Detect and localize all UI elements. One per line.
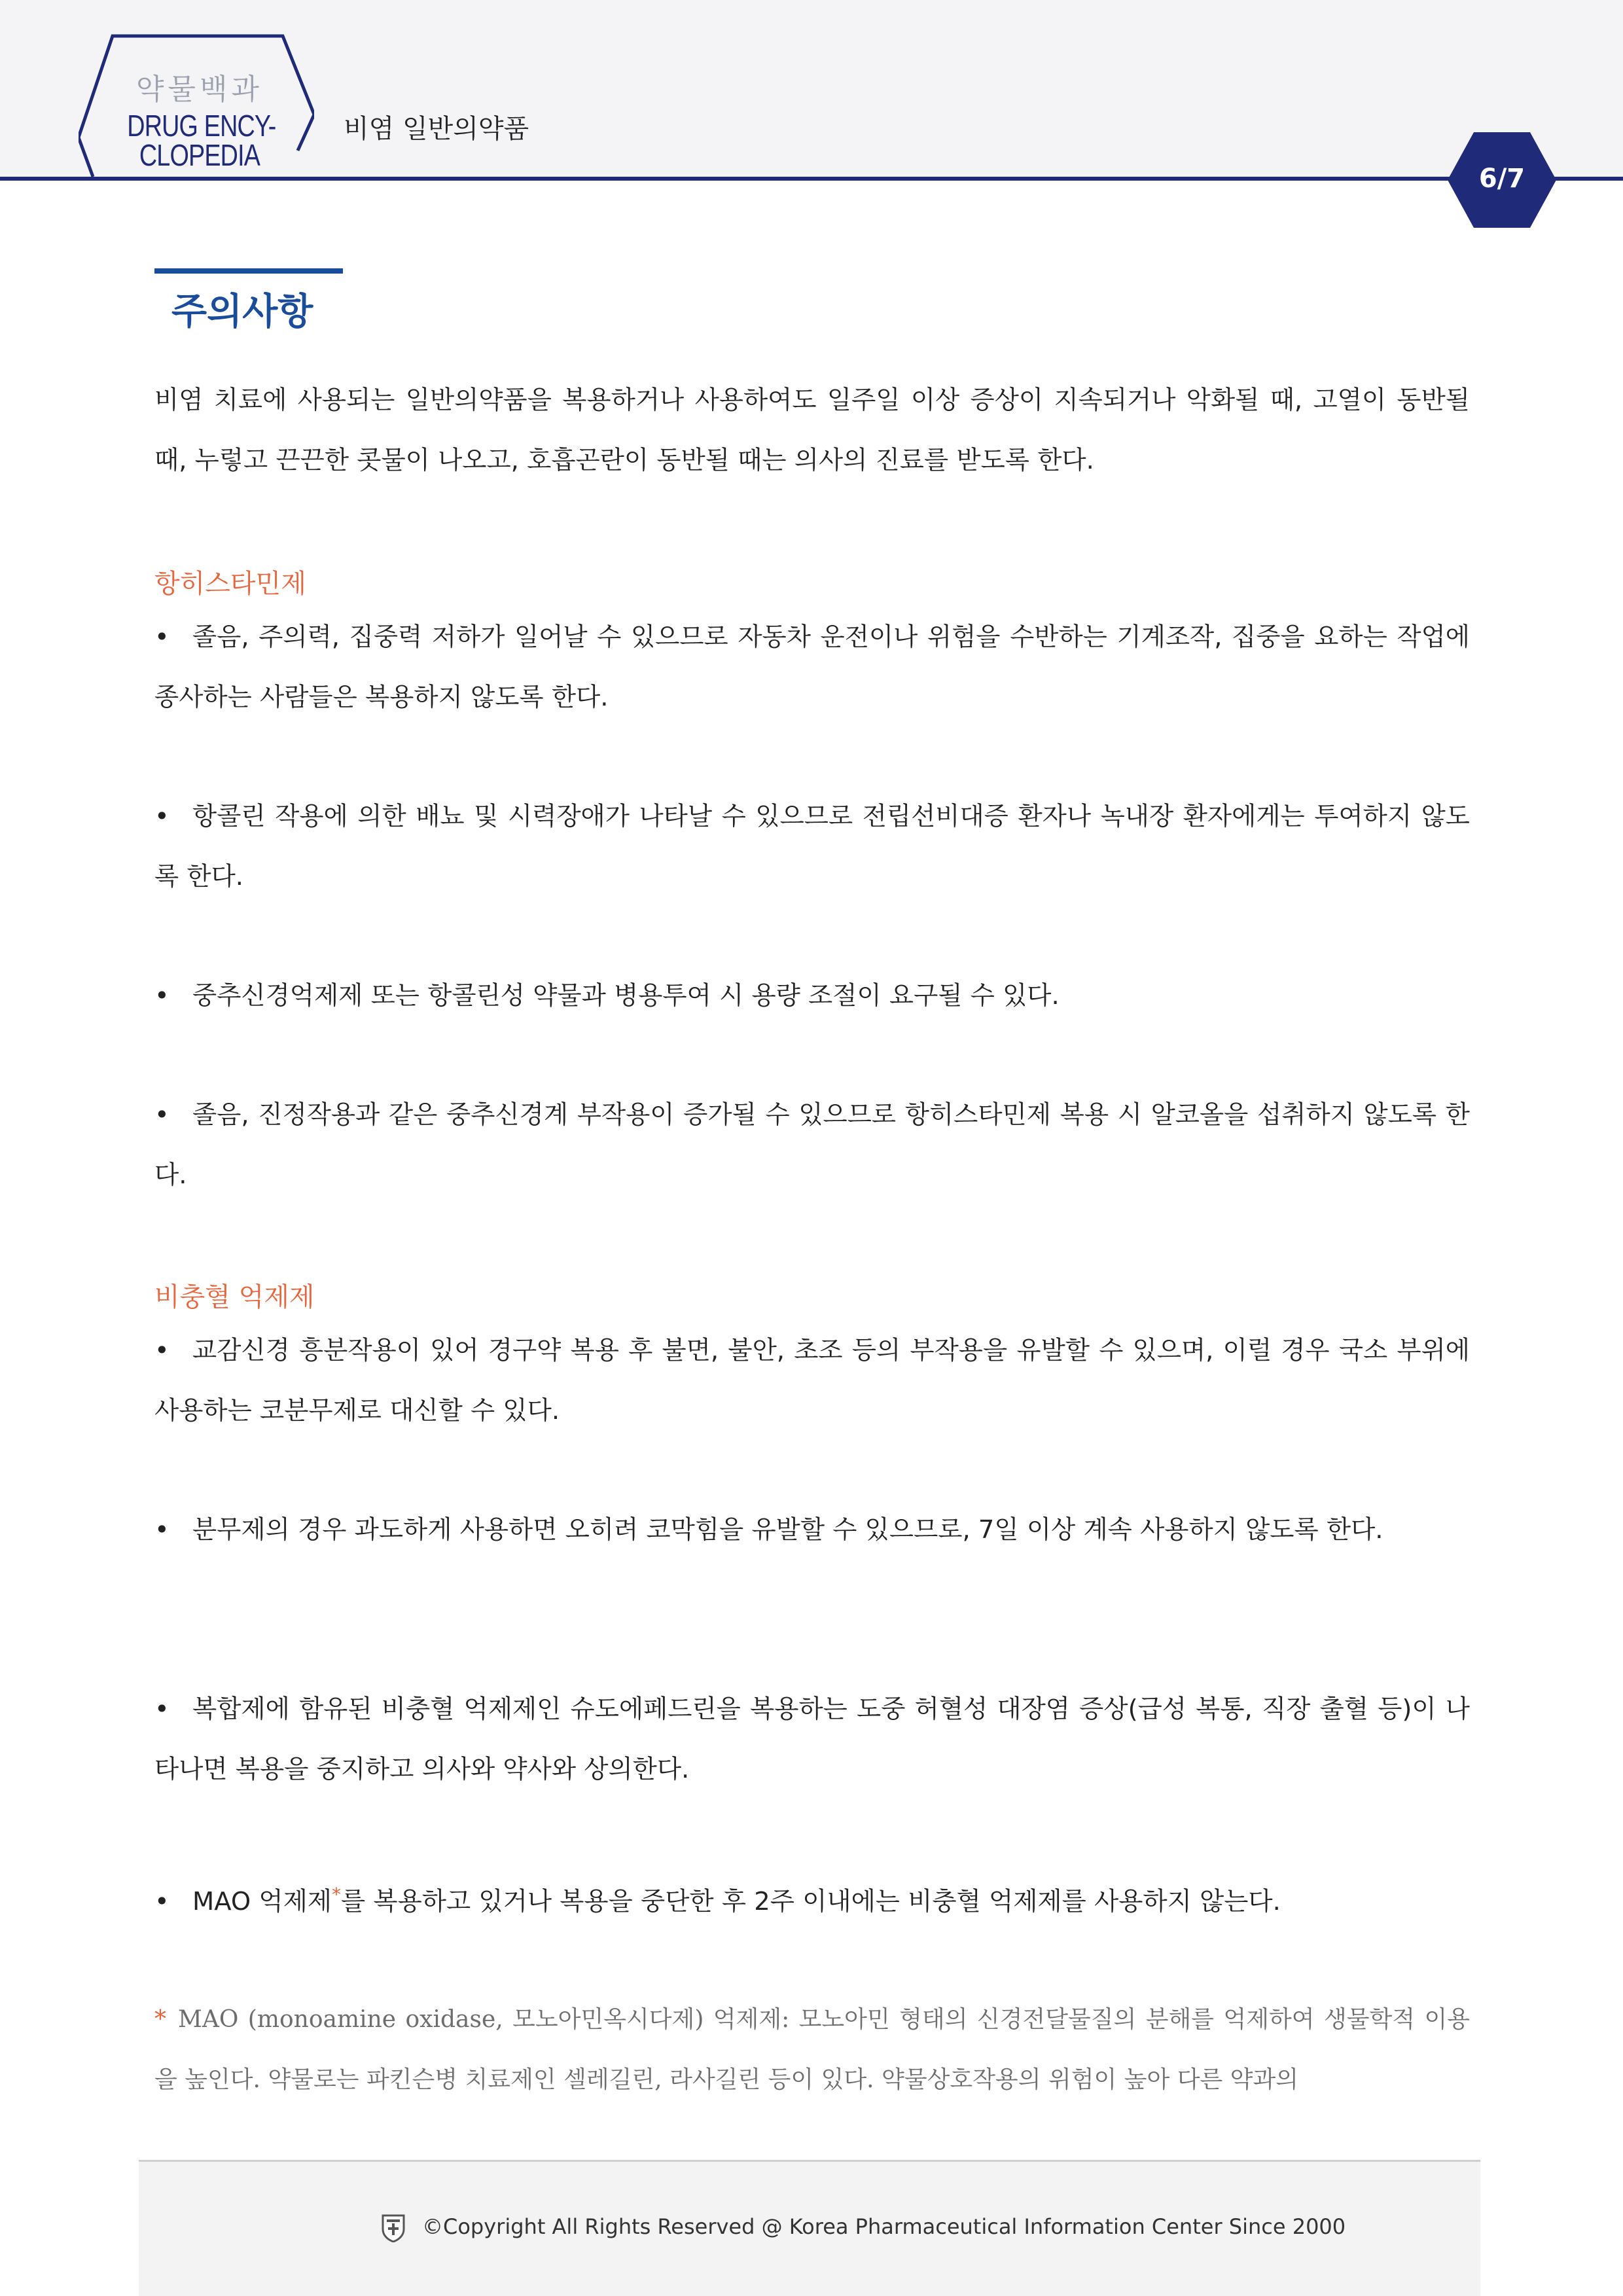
copyright-text: ©Copyright All Rights Reserved @ Korea Pharmaceutical Information Center Since 2000: [422, 2214, 1346, 2239]
decongestant-item-3: [154, 1679, 1470, 1800]
shield-logo-icon: [381, 2214, 406, 2242]
bullet: •: [154, 1515, 169, 1545]
footnote-mark: *: [154, 2006, 166, 2033]
decongestant-item-1: [154, 1321, 1470, 1441]
mao-text-after: 를 복용하고 있거나 복용을 중단한 후 2주 이내에는 비충혈 억제제를 사용하지 않는다.: [341, 1887, 1281, 1916]
antihistamine-item-4: [154, 1085, 1470, 1206]
bullet: •: [154, 981, 169, 1011]
bullet: •: [154, 622, 169, 652]
item-text: 복합제에 함유된 비충혈 억제제인 슈도에페드린을 복용하는 도중 허혈성 대장염 증상(급성 복통, 직장 출혈 등)이 나타나면 복용을 중지하고 의사와 약사와 상의한다.: [154, 1695, 1470, 1784]
bullet: •: [154, 1100, 169, 1130]
footnote: [154, 1990, 1470, 2110]
footnote-marker: *: [332, 1884, 341, 1906]
section-title: 주의사항: [171, 291, 313, 333]
logo-english-line2: CLOPEDIA: [139, 138, 260, 172]
decongestant-item-2: [154, 1500, 1470, 1560]
intro-paragraph: 비염 치료에 사용되는 일반의약품을 복용하거나 사용하여도 일주일 이상 증상이 지속되거나 악화될 때, 고열이 동반될 때, 누렇고 끈끈한 콧물이 나오고, 호흡곤란이 동반될 때는 의사의 진료를 받도록 한다.: [154, 386, 1470, 475]
antihistamine-item-2: [154, 787, 1470, 907]
section-title-bar: [154, 268, 343, 274]
logo-korean-text: 약물백과: [135, 73, 263, 106]
page-indicator: 6/7: [1478, 164, 1525, 194]
item-text: 항콜린 작용에 의한 배뇨 및 시력장애가 나타날 수 있으므로 전립선비대증 환자나 녹내장 환자에게는 투여하지 않도록 한다.: [154, 802, 1470, 891]
logo-english-line1: DRUG ENCY-: [127, 109, 276, 143]
antihistamine-item-1: [154, 607, 1470, 728]
antihistamine-item-3: [154, 966, 1470, 1026]
item-text: 졸음, 진정작용과 같은 중추신경계 부작용이 증가될 수 있으므로 항히스타민제 복용 시 알코올을 섭취하지 않도록 한다.: [154, 1100, 1470, 1190]
document-title: 비염 일반의약품: [344, 114, 529, 144]
item-text: 중추신경억제제 또는 항콜린성 약물과 병용투여 시 용량 조절이 요구될 수 있다.: [192, 981, 1060, 1011]
bullet: •: [154, 1336, 169, 1365]
bullet: •: [154, 1695, 169, 1724]
bullet: •: [154, 1887, 169, 1916]
item-text: 졸음, 주의력, 집중력 저하가 일어날 수 있으므로 자동차 운전이나 위험을 수반하는 기계조작, 집중을 요하는 작업에 종사하는 사람들은 복용하지 않도록 한다.: [154, 622, 1470, 712]
bullet: •: [154, 802, 169, 831]
decongestant-item-mao: [154, 1872, 1470, 1932]
mao-text-before: MAO 억제제: [192, 1887, 332, 1916]
footnote-text: MAO (monoamine oxidase, 모노아민옥시다제) 억제제: 모노아민 형태의 신경전달물질의 분해를 억제하여 생물학적 이용을 높인다. 약물로는 파킨슨병 치료제인 셀레길린, 라사길린 등이 있다. 약물상호작용의 위험이 높아 다른 약과의: [154, 2006, 1470, 2093]
antihistamine-heading: 항히스타민제: [154, 569, 306, 599]
item-text: 교감신경 흥분작용이 있어 경구약 복용 후 불면, 불안, 초조 등의 부작용을 유발할 수 있으며, 이럴 경우 국소 부위에 사용하는 코분무제로 대신할 수 있다.: [154, 1336, 1470, 1426]
decongestant-heading: 비충혈 억제제: [154, 1282, 315, 1312]
item-text: 분무제의 경우 과도하게 사용하면 오히려 코막힘을 유발할 수 있으므로, 7일 이상 계속 사용하지 않도록 한다.: [192, 1515, 1383, 1545]
